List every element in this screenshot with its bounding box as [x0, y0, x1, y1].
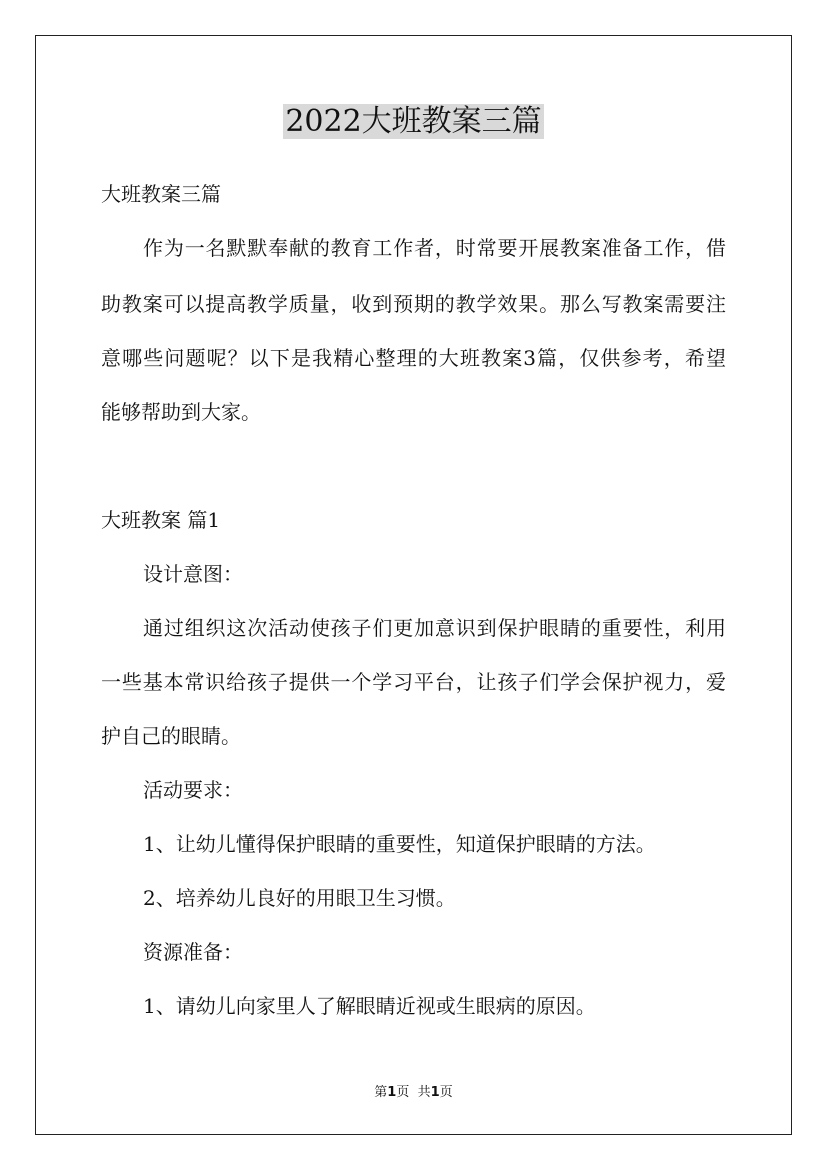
page-footer: [0, 1085, 827, 1101]
footer-page-prefix: 第: [374, 1085, 388, 1100]
section-heading: 大班教案 篇1: [101, 508, 221, 532]
resource-item-1: 1、请幼儿向家里人了解眼睛近视或生眼病的原因。: [143, 994, 596, 1018]
footer-total-prefix: 共: [417, 1085, 431, 1100]
document-title: [0, 102, 827, 142]
design-line-3: 护自己的眼睛。: [101, 724, 241, 748]
design-heading: 设计意图：: [143, 562, 243, 586]
intro-line-1: 作为一名默默奉献的教育工作者，时常要开展教案准备工作，借: [143, 236, 726, 260]
document-title-text: 2022大班教案三篇: [285, 104, 542, 139]
design-line-1: 通过组织这次活动使孩子们更加意识到保护眼睛的重要性，利用: [143, 616, 726, 640]
footer-page-suffix: 页: [396, 1085, 410, 1100]
footer-page-current: 1: [387, 1085, 397, 1100]
document-subtitle: 大班教案三篇: [101, 182, 221, 206]
footer-page-total: 1: [430, 1085, 440, 1100]
requirement-item-2: 2、培养幼儿良好的用眼卫生习惯。: [143, 886, 456, 910]
intro-line-4: 能够帮助到大家。: [101, 400, 261, 424]
requirement-item-1: 1、让幼儿懂得保护眼睛的重要性，知道保护眼睛的方法。: [143, 832, 656, 856]
requirements-heading: 活动要求：: [143, 778, 243, 802]
footer-total-suffix: 页: [439, 1085, 453, 1100]
intro-line-2: 助教案可以提高教学质量，收到预期的教学效果。那么写教案需要注: [101, 292, 726, 316]
intro-line-3: 意哪些问题呢？以下是我精心整理的大班教案3篇，仅供参考，希望: [101, 346, 726, 370]
resources-heading: 资源准备：: [143, 940, 243, 964]
design-line-2: 一些基本常识给孩子提供一个学习平台，让孩子们学会保护视力，爱: [101, 670, 726, 694]
